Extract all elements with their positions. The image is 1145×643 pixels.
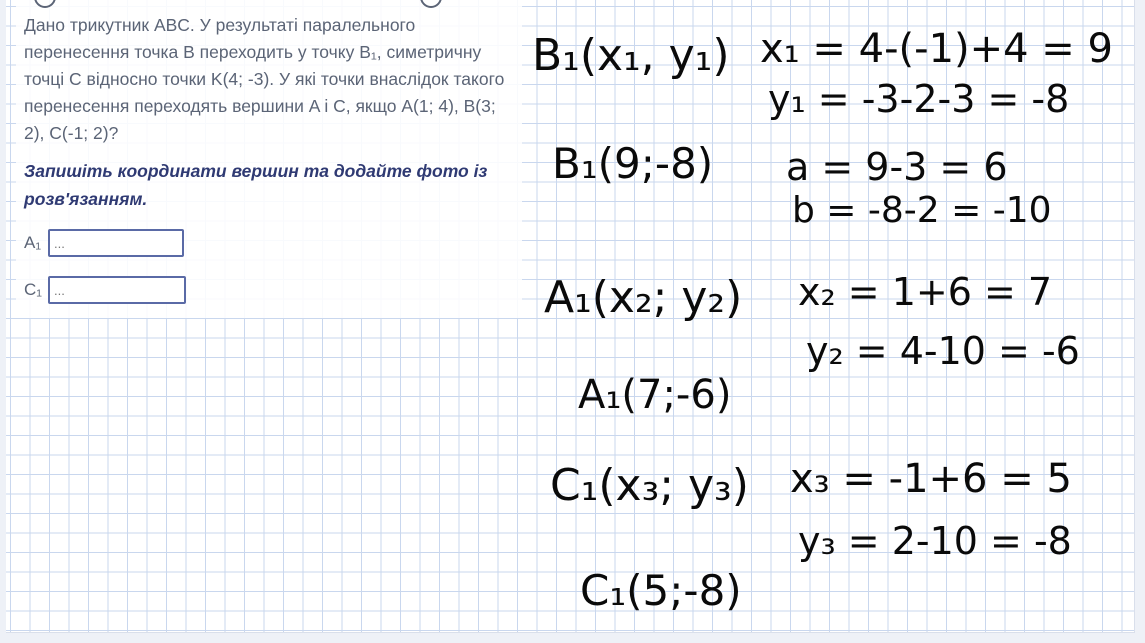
solution-line: B₁(9;-8) xyxy=(552,139,714,188)
solution-line: y₁ = -3-2-3 = -8 xyxy=(768,77,1070,121)
radio-indicator-icon xyxy=(34,0,56,8)
radio-indicator-icon xyxy=(420,0,442,8)
solution-line: y₂ = 4-10 = -6 xyxy=(806,329,1080,373)
answer-row-c1 xyxy=(24,275,186,305)
question-text: Дано трикутник ABC. У результаті паралельного перенесення точка B переходить у точку B₁, симетричну точці C відносно точки K(4; -3). У які точки внаслідок такого перенесення переходять вершини A і C, якщо A(1; 4), B(3; 2), C(-1; 2)? xyxy=(24,15,505,143)
answer-label-a1: A₁ xyxy=(24,233,42,252)
answer-label-c1: C₁ xyxy=(24,280,43,299)
solution-line: C₁(x₃; y₃) xyxy=(550,460,749,511)
solution-line: A₁(x₂; y₂) xyxy=(544,272,743,323)
solution-line: A₁(7;-6) xyxy=(578,372,732,418)
solution-line: a = 9-3 = 6 xyxy=(786,145,1008,189)
solution-line: x₃ = -1+6 = 5 xyxy=(790,456,1072,502)
solution-line: y₃ = 2-10 = -8 xyxy=(798,519,1072,563)
solution-line: b = -8-2 = -10 xyxy=(792,190,1052,231)
answer-row-a1 xyxy=(24,228,184,258)
solution-line: x₁ = 4-(-1)+4 = 9 xyxy=(760,26,1113,72)
instruction-text: Запишіть координати вершин та додайте фото із розв'язанням. xyxy=(24,161,488,209)
solution-line: x₂ = 1+6 = 7 xyxy=(798,270,1053,314)
question-panel xyxy=(16,0,522,318)
answer-input-c1[interactable] xyxy=(48,276,186,304)
solution-line: B₁(x₁, y₁) xyxy=(532,30,730,81)
answer-input-a1[interactable] xyxy=(48,229,184,257)
solution-line: C₁(5;-8) xyxy=(580,566,742,615)
